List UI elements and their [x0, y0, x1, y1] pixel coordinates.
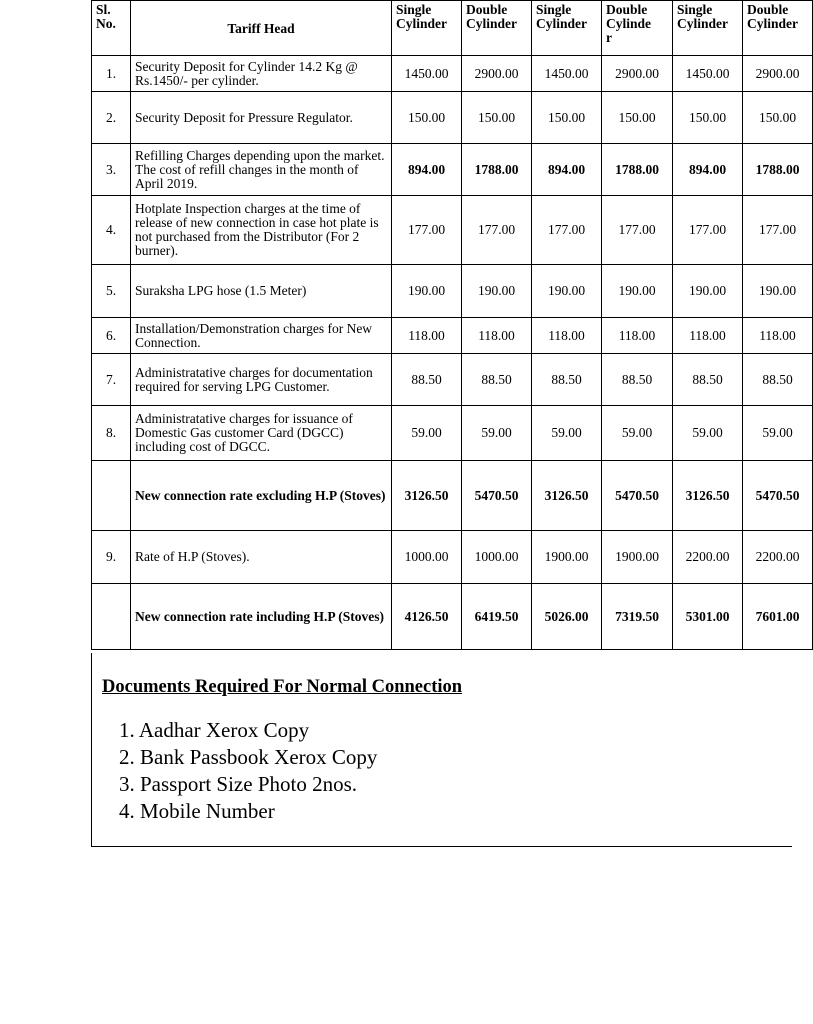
row-tariff-head: Installation/Demonstration charges for New Connection. — [131, 318, 392, 354]
row-value-cell: 177.00 — [743, 196, 813, 265]
table-row — [92, 144, 813, 196]
tariff-table — [91, 0, 813, 650]
row-value-cell: 1450.00 — [532, 56, 602, 92]
row-value-cell: 118.00 — [392, 318, 462, 354]
table-row — [92, 265, 813, 318]
row-value-cell: 1000.00 — [392, 531, 462, 584]
row-value-cell: 59.00 — [743, 406, 813, 461]
row-value-cell: 5026.00 — [532, 584, 602, 650]
row-value-cell: 894.00 — [532, 144, 602, 196]
row-value-cell: 150.00 — [602, 92, 673, 144]
document-item-aadhar: 1. Aadhar Xerox Copy — [119, 718, 310, 742]
table-row — [92, 318, 813, 354]
row-value-cell: 177.00 — [532, 196, 602, 265]
header-double-cylinder-2: Double Cylinde r — [602, 1, 673, 56]
row-tariff-head: Administratative charges for issuance of Domestic Gas customer Card (DGCC) including cost of DGCC. — [131, 406, 392, 461]
row-sl-no: 3. — [92, 144, 131, 196]
row-value-cell: 150.00 — [673, 92, 743, 144]
row-tariff-head: Security Deposit for Pressure Regulator. — [131, 92, 392, 144]
row-value-cell: 1788.00 — [743, 144, 813, 196]
row-sl-no — [92, 461, 131, 531]
row-value-cell: 4126.50 — [392, 584, 462, 650]
row-value-cell: 190.00 — [743, 265, 813, 318]
header-single-cylinder-3: Single Cylinder — [673, 1, 743, 56]
row-value-cell: 150.00 — [532, 92, 602, 144]
documents-section — [91, 653, 792, 847]
header-single-cylinder-2: Single Cylinder — [532, 1, 602, 56]
row-value-cell: 5470.50 — [743, 461, 813, 531]
row-value-cell: 177.00 — [602, 196, 673, 265]
row-value-cell: 2900.00 — [602, 56, 673, 92]
row-value-cell: 5301.00 — [673, 584, 743, 650]
table-row — [92, 56, 813, 92]
row-tariff-head: Hotplate Inspection charges at the time of release of new connection in case hot plate is not purchased from the Distributor (For 2 burner). — [131, 196, 392, 265]
row-value-cell: 894.00 — [673, 144, 743, 196]
row-value-cell: 2900.00 — [462, 56, 532, 92]
document-item-mobile: 4. Mobile Number — [119, 799, 275, 823]
row-value-cell: 88.50 — [392, 354, 462, 406]
row-value-cell: 88.50 — [673, 354, 743, 406]
row-tariff-head: New connection rate excluding H.P (Stoves) — [131, 461, 392, 531]
table-row — [92, 92, 813, 144]
header-double-cylinder-1: Double Cylinder — [462, 1, 532, 56]
row-value-cell: 88.50 — [743, 354, 813, 406]
row-value-cell: 1450.00 — [673, 56, 743, 92]
row-value-cell: 118.00 — [532, 318, 602, 354]
table-row — [92, 584, 813, 650]
row-value-cell: 1788.00 — [602, 144, 673, 196]
row-value-cell: 1450.00 — [392, 56, 462, 92]
row-value-cell: 88.50 — [462, 354, 532, 406]
row-value-cell: 190.00 — [673, 265, 743, 318]
row-value-cell: 190.00 — [392, 265, 462, 318]
row-value-cell: 2200.00 — [743, 531, 813, 584]
row-value-cell: 190.00 — [532, 265, 602, 318]
row-sl-no: 4. — [92, 196, 131, 265]
row-sl-no: 5. — [92, 265, 131, 318]
row-value-cell: 88.50 — [602, 354, 673, 406]
row-value-cell: 118.00 — [602, 318, 673, 354]
row-value-cell: 118.00 — [462, 318, 532, 354]
row-value-cell: 894.00 — [392, 144, 462, 196]
row-value-cell: 5470.50 — [462, 461, 532, 531]
table-row — [92, 461, 813, 531]
table-row — [92, 531, 813, 584]
row-tariff-head: Rate of H.P (Stoves). — [131, 531, 392, 584]
row-tariff-head: Suraksha LPG hose (1.5 Meter) — [131, 265, 392, 318]
header-double-cylinder-3: Double Cylinder — [743, 1, 813, 56]
row-sl-no: 6. — [92, 318, 131, 354]
row-value-cell: 59.00 — [673, 406, 743, 461]
row-value-cell: 59.00 — [532, 406, 602, 461]
row-value-cell: 6419.50 — [462, 584, 532, 650]
row-sl-no: 7. — [92, 354, 131, 406]
row-value-cell: 7319.50 — [602, 584, 673, 650]
document-item-passbook: 2. Bank Passbook Xerox Copy — [119, 745, 378, 769]
row-value-cell: 1900.00 — [602, 531, 673, 584]
row-value-cell: 59.00 — [462, 406, 532, 461]
row-value-cell: 118.00 — [743, 318, 813, 354]
row-value-cell: 150.00 — [743, 92, 813, 144]
row-sl-no — [92, 584, 131, 650]
row-value-cell: 118.00 — [673, 318, 743, 354]
row-value-cell: 190.00 — [602, 265, 673, 318]
row-sl-no: 9. — [92, 531, 131, 584]
table-row — [92, 196, 813, 265]
row-value-cell: 7601.00 — [743, 584, 813, 650]
table-header-row — [92, 1, 813, 56]
row-tariff-head: New connection rate including H.P (Stoves) — [131, 584, 392, 650]
row-value-cell: 88.50 — [532, 354, 602, 406]
row-sl-no: 2. — [92, 92, 131, 144]
row-value-cell: 5470.50 — [602, 461, 673, 531]
row-value-cell: 3126.50 — [392, 461, 462, 531]
row-value-cell: 3126.50 — [532, 461, 602, 531]
documents-list — [119, 717, 377, 825]
header-tariff-head: Tariff Head — [131, 1, 392, 56]
row-value-cell: 150.00 — [462, 92, 532, 144]
documents-title: Documents Required For Normal Connection — [102, 677, 463, 697]
row-value-cell: 59.00 — [392, 406, 462, 461]
row-value-cell: 150.00 — [392, 92, 462, 144]
row-value-cell: 1788.00 — [462, 144, 532, 196]
row-value-cell: 2900.00 — [743, 56, 813, 92]
row-value-cell: 1000.00 — [462, 531, 532, 584]
table-row — [92, 354, 813, 406]
row-sl-no: 1. — [92, 56, 131, 92]
row-value-cell: 177.00 — [673, 196, 743, 265]
row-value-cell: 190.00 — [462, 265, 532, 318]
row-tariff-head: Security Deposit for Cylinder 14.2 Kg @ Rs.1450/- per cylinder. — [131, 56, 392, 92]
row-value-cell: 3126.50 — [673, 461, 743, 531]
header-sl-no: Sl. No. — [92, 1, 131, 56]
header-single-cylinder-1: Single Cylinder — [392, 1, 462, 56]
row-value-cell: 59.00 — [602, 406, 673, 461]
row-value-cell: 177.00 — [462, 196, 532, 265]
document-item-photo: 3. Passport Size Photo 2nos. — [119, 772, 358, 796]
row-value-cell: 1900.00 — [532, 531, 602, 584]
row-tariff-head: Refilling Charges depending upon the market. The cost of refill changes in the month of April 2019. — [131, 144, 392, 196]
row-value-cell: 177.00 — [392, 196, 462, 265]
row-value-cell: 2200.00 — [673, 531, 743, 584]
row-tariff-head: Administratative charges for documentation required for serving LPG Customer. — [131, 354, 392, 406]
table-row — [92, 406, 813, 461]
table-body — [92, 56, 813, 650]
row-sl-no: 8. — [92, 406, 131, 461]
